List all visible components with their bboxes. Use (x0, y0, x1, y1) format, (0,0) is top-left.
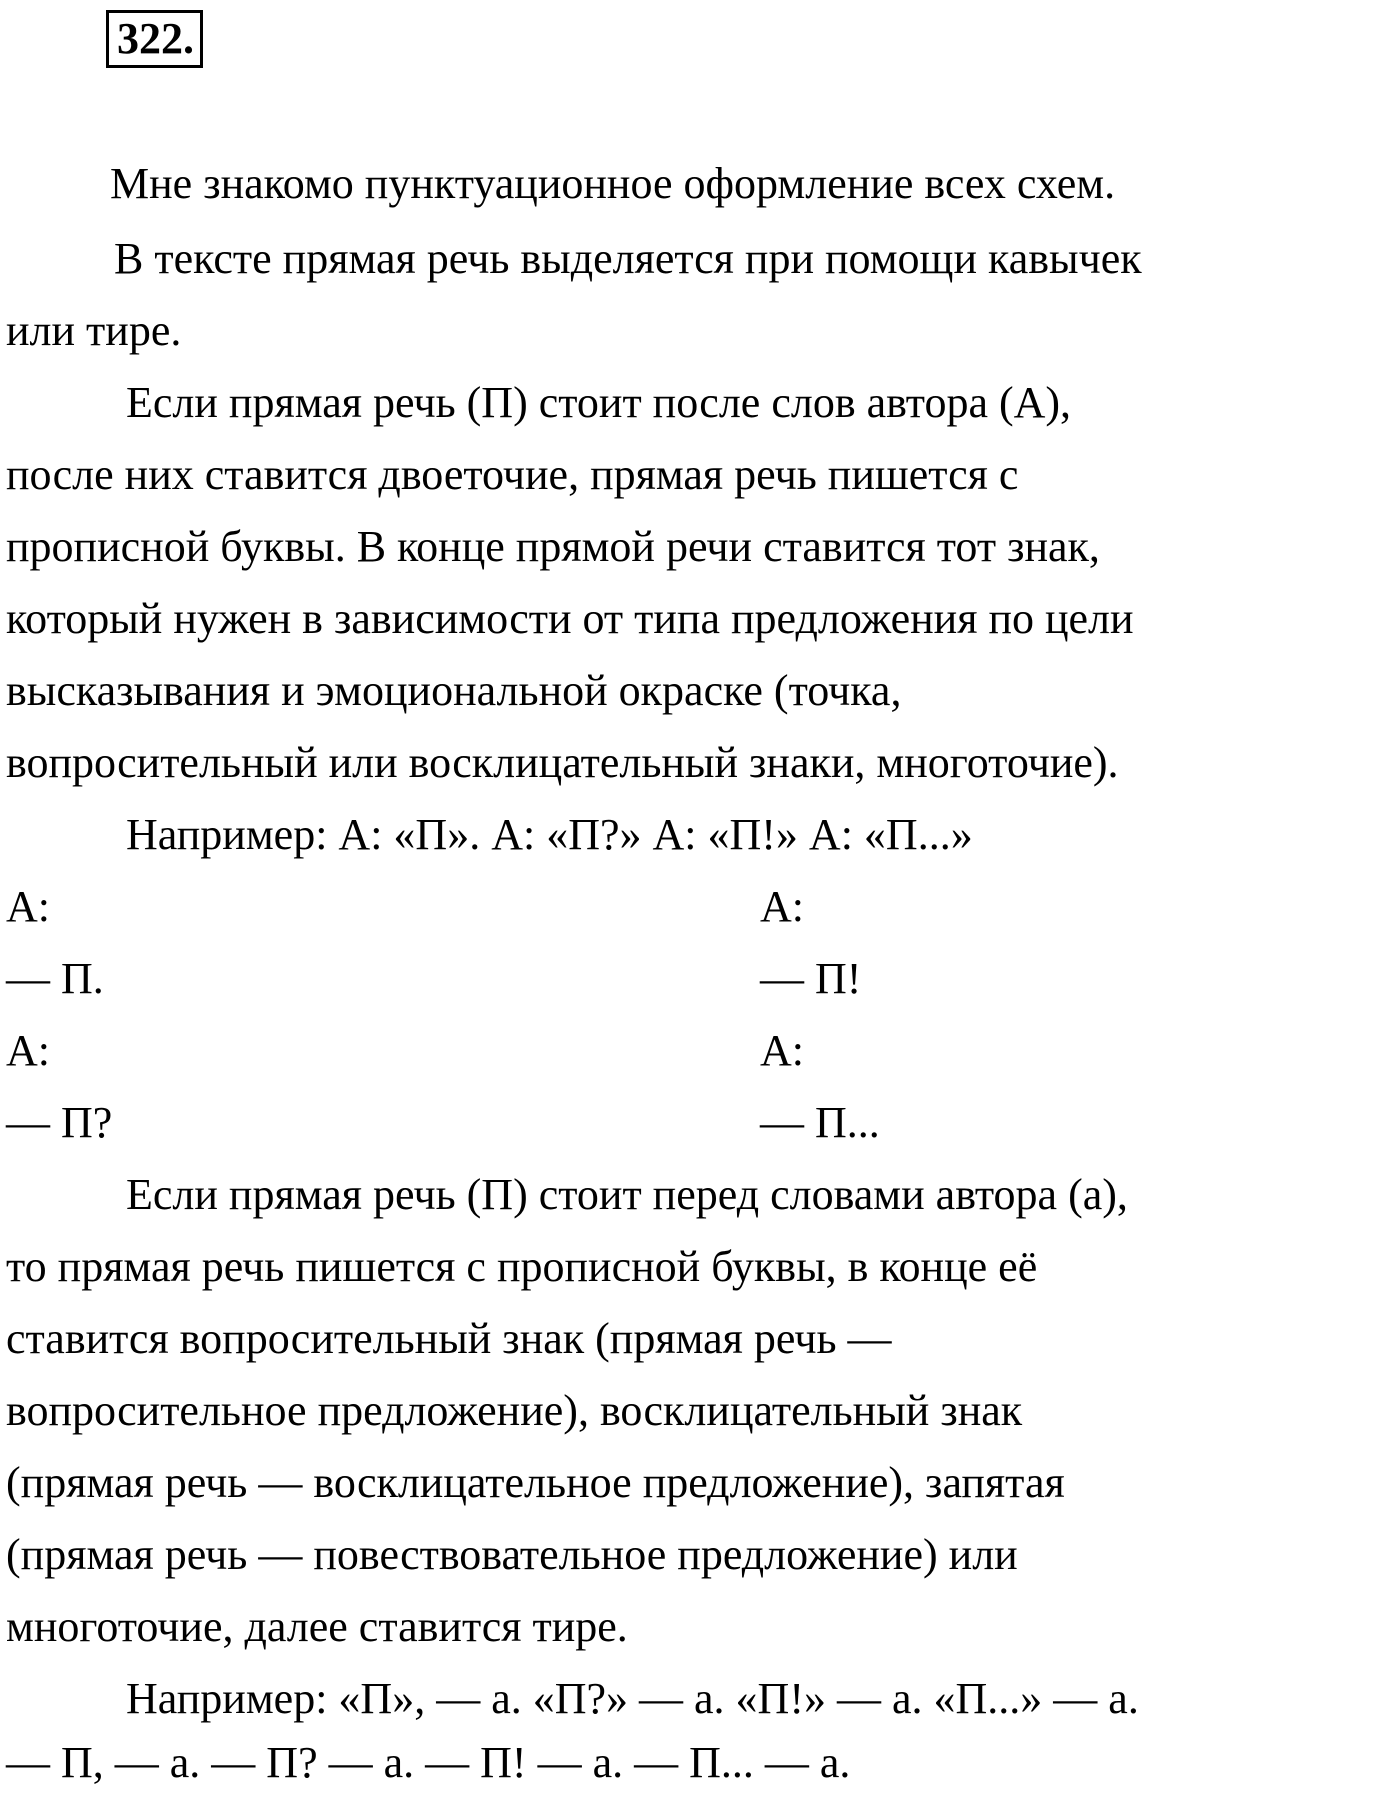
example-2-line: Например: «П», — а. «П?» — а. «П!» — а. «П...» — а. (126, 1674, 1139, 1723)
paragraph-2-line: или тире. (6, 306, 182, 355)
scheme-left: — П. (6, 954, 104, 1003)
paragraph-4-line: вопросительное предложение), восклицательный знак (6, 1386, 1023, 1435)
exercise-number (106, 10, 203, 68)
exercise-number-box: 322. (106, 10, 203, 68)
paragraph-4-line: то прямая речь пишется с прописной буквы, в конце её (6, 1242, 1038, 1291)
scheme-right: А: (760, 1026, 804, 1075)
scheme-right: — П... (760, 1098, 880, 1147)
paragraph-1-line: Мне знакомо пунктуационное оформление всех схем. (110, 159, 1116, 208)
paragraph-2-line: В тексте прямая речь выделяется при помощи кавычек (114, 234, 1142, 283)
paragraph-4-line: ставится вопросительный знак (прямая речь — (6, 1314, 892, 1363)
scheme-left: — П? (6, 1098, 113, 1147)
paragraph-4-line: (прямая речь — восклицательное предложение), запятая (6, 1458, 1065, 1507)
paragraph-3-line: прописной буквы. В конце прямой речи ставится тот знак, (6, 522, 1100, 571)
paragraph-3-line: вопросительный или восклицательный знаки, многоточие). (6, 738, 1119, 787)
scheme-left: А: (6, 1026, 50, 1075)
paragraph-4-line: Если прямая речь (П) стоит перед словами автора (а), (126, 1170, 1128, 1219)
scheme-right: А: (760, 882, 804, 931)
paragraph-4-line: (прямая речь — повествовательное предложение) или (6, 1530, 1018, 1579)
example-1-line: Например: А: «П». А: «П?» А: «П!» А: «П...» (126, 810, 973, 859)
example-2-line: — П, — а. — П? — а. — П! — а. — П... — а. (6, 1738, 851, 1787)
paragraph-3-line: который нужен в зависимости от типа предложения по цели (6, 594, 1134, 643)
paragraph-3-line: высказывания и эмоциональной окраске (точка, (6, 666, 902, 715)
scheme-left: А: (6, 882, 50, 931)
paragraph-3-line: Если прямая речь (П) стоит после слов автора (А), (126, 378, 1072, 427)
paragraph-4-line: многоточие, далее ставится тире. (6, 1602, 628, 1651)
paragraph-3-line: после них ставится двоеточие, прямая речь пишется с (6, 450, 1019, 499)
scheme-right: — П! (760, 954, 862, 1003)
